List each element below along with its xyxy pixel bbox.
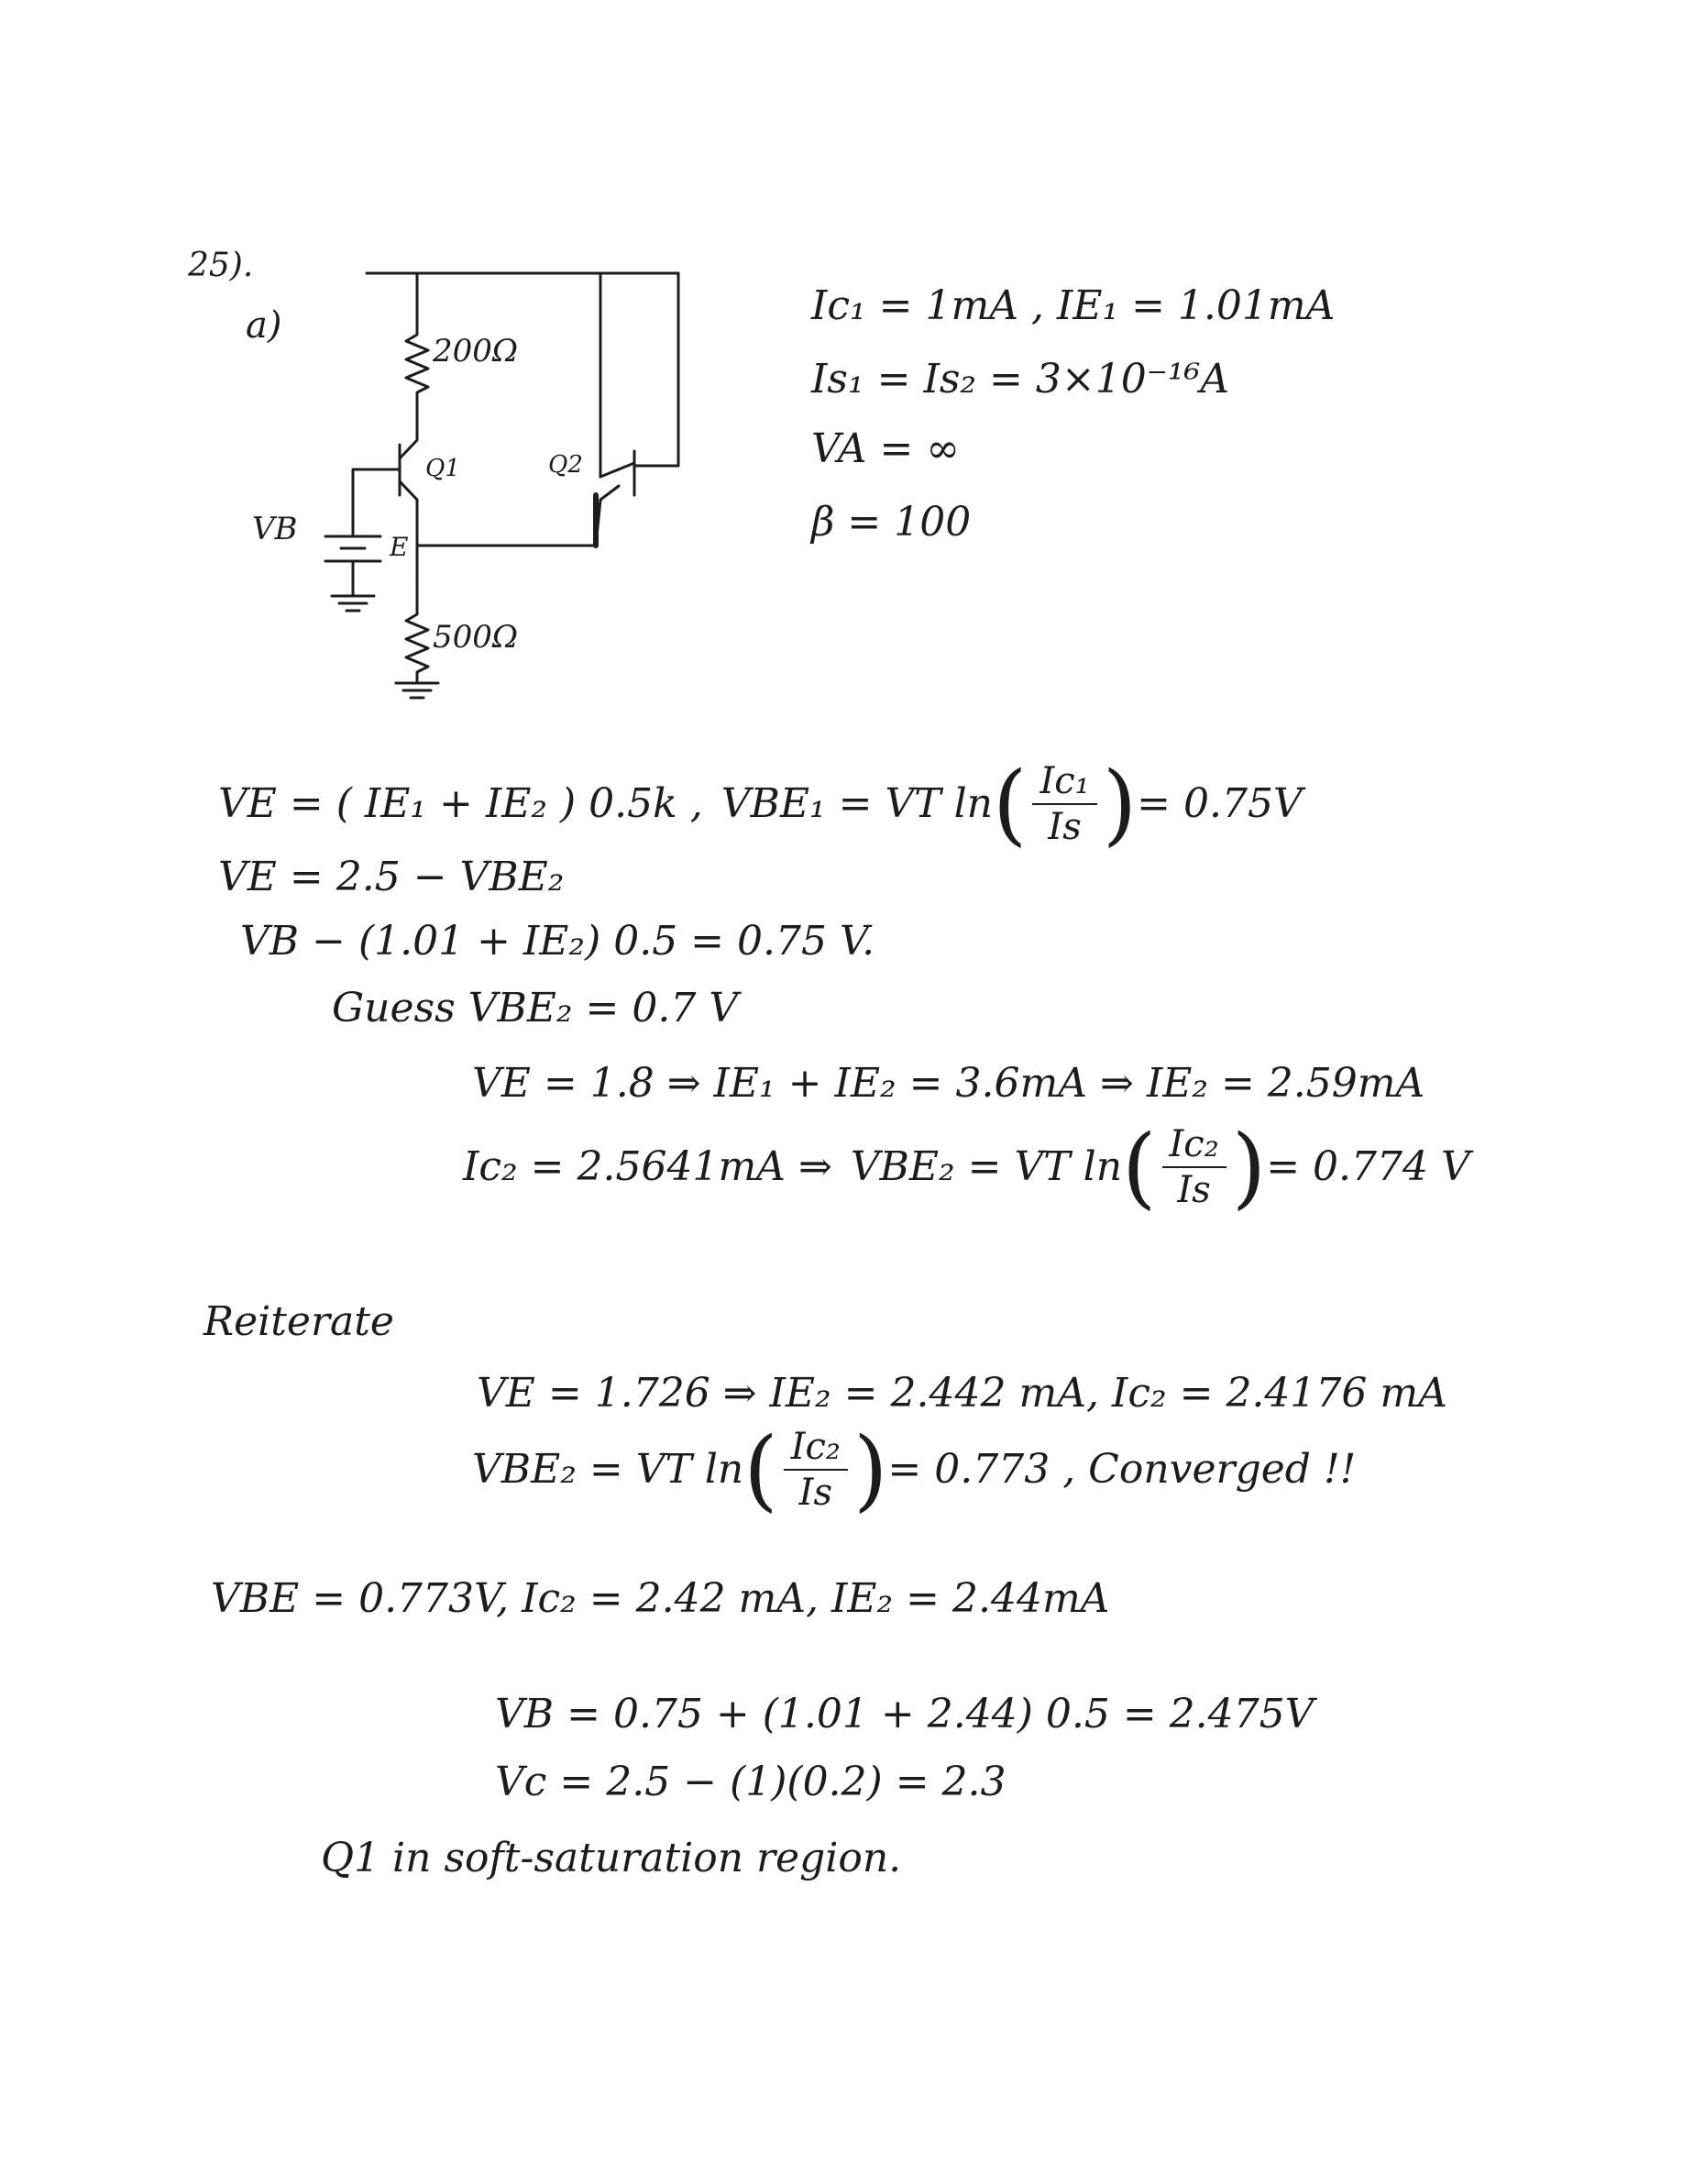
work-line-12-conclusion: Q1 in soft-saturation region. <box>321 1835 902 1881</box>
q2-base-loop <box>634 273 678 466</box>
ic2-over-is-fraction <box>1162 1123 1226 1211</box>
q1-collector <box>400 440 417 458</box>
work-line-4: Guess VBE₂ = 0.7 V <box>332 985 739 1031</box>
ve-expression: VE = ( IE₁ + IE₂ ) 0.5k , <box>218 780 703 827</box>
q1-base-wire <box>353 469 400 523</box>
q2-emitter <box>596 486 619 546</box>
fraction-denominator: Is <box>798 1472 832 1514</box>
ground <box>396 678 438 698</box>
problem-number: 25). <box>188 247 254 284</box>
fraction-denominator: Is <box>1177 1169 1211 1211</box>
ic1-over-is-fraction <box>1032 760 1096 848</box>
vbe1-result: = 0.75V <box>1137 780 1303 827</box>
e-node-label: E <box>390 532 409 562</box>
ic2-expression: Ic₂ = 2.5641mA ⇒ <box>463 1143 832 1190</box>
vb-ground <box>332 578 374 611</box>
vbe1-prefix: VBE₁ = VT ln <box>720 780 993 827</box>
given-line-4: β = 100 <box>811 499 972 546</box>
work-line-3: VB − (1.01 + IE₂) 0.5 = 0.75 V. <box>240 918 875 965</box>
fraction-numerator: Ic₂ <box>1162 1126 1226 1168</box>
fraction-numerator: Ic₁ <box>1032 763 1096 805</box>
work-line-11: Vc = 2.5 − (1)(0.2) = 2.3 <box>495 1759 1006 1805</box>
r-top-label: 200Ω <box>433 333 519 370</box>
given-line-3: VA = ∞ <box>811 425 961 472</box>
work-line-1: VE = ( IE₁ + IE₂ ) 0.5k , VBE₁ = VT ln ( $\frac{\text{Ic₁}}{Is}$ ) = 0.75V <box>218 752 1303 855</box>
work-line-8: VBE₂ = VT ln ( $\frac{\text{Ic₂}}{Is}$ ) = 0.773 , Converged !! <box>472 1417 1357 1521</box>
vbe2-result: = 0.774 V <box>1266 1143 1470 1190</box>
resistor-500 <box>406 587 428 678</box>
vbe2-prefix: VBE₂ = VT ln <box>850 1143 1123 1190</box>
q2-label: Q2 <box>548 451 583 479</box>
vbe2-reiter-prefix: VBE₂ = VT ln <box>472 1446 744 1493</box>
q1-label: Q1 <box>425 455 460 482</box>
work-line-7: VE = 1.726 ⇒ IE₂ = 2.442 mA, Ic₂ = 2.4176 mA <box>477 1370 1447 1417</box>
work-line-9: VBE = 0.773V, Ic₂ = 2.42 mA, IE₂ = 2.44mA <box>211 1575 1110 1622</box>
q1-emitter <box>400 481 417 500</box>
fraction-denominator: Is <box>1048 806 1082 848</box>
work-line-2: VE = 2.5 − VBE₂ <box>218 854 565 900</box>
given-line-2: Is₁ = Is₂ = 3×10⁻¹⁶A <box>811 356 1230 403</box>
q2-collector <box>600 463 634 477</box>
work-line-10: VB = 0.75 + (1.01 + 2.44) 0.5 = 2.475V <box>495 1691 1314 1737</box>
vbe2-reiter-result: = 0.773 , Converged !! <box>887 1446 1357 1493</box>
vb-battery <box>325 523 380 578</box>
given-line-1: Ic₁ = 1mA , IE₁ = 1.01mA <box>811 282 1336 329</box>
part-label: a) <box>246 304 282 347</box>
work-line-6: Ic₂ = 2.5641mA ⇒ VBE₂ = VT ln ( $\frac{\text{Ic₂}}{Is}$ ) = 0.774 V <box>463 1115 1470 1219</box>
vb-label: VB <box>252 511 298 547</box>
fraction-numerator: Ic₂ <box>784 1428 848 1471</box>
work-line-5: VE = 1.8 ⇒ IE₁ + IE₂ = 3.6mA ⇒ IE₂ = 2.59mA <box>472 1060 1425 1107</box>
ic2-over-is-fraction <box>784 1426 848 1514</box>
reiterate-heading: Reiterate <box>204 1298 394 1345</box>
resistor-200 <box>406 273 428 440</box>
r-bottom-label: 500Ω <box>433 619 519 656</box>
